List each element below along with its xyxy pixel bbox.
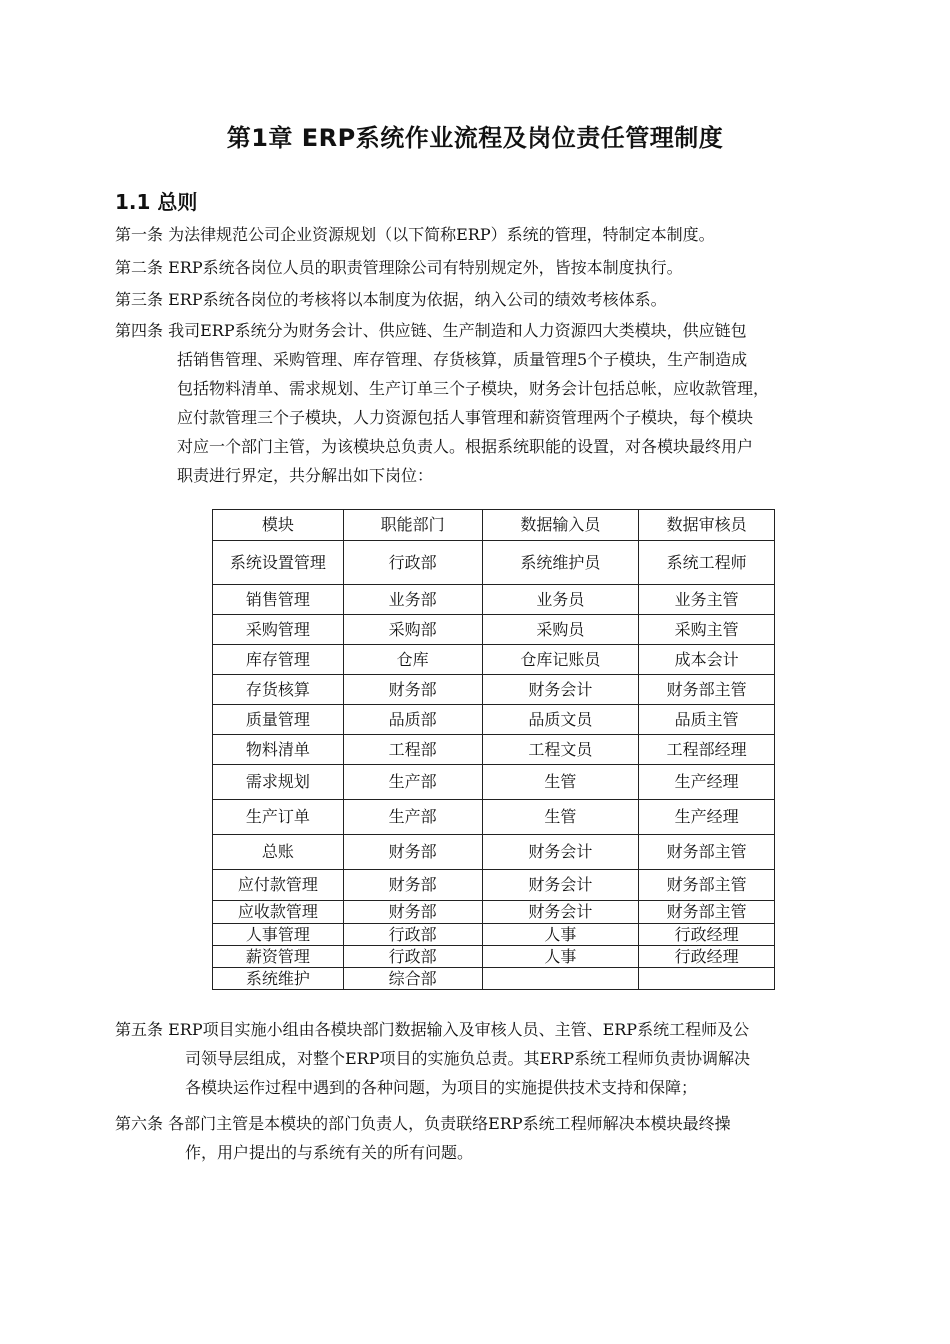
table-header-cell: 数据审核员 — [639, 510, 775, 541]
table-row — [213, 800, 775, 835]
table-cell: 财务部主管 — [639, 835, 775, 870]
article-4-line: 第四条 我司ERP系统分为财务会计、供应链、生产制造和人力资源四大类模块，供应链包 — [115, 321, 747, 340]
table-row — [213, 870, 775, 901]
table-row — [213, 615, 775, 645]
table-cell: 财务会计 — [482, 835, 639, 870]
table-cell: 生产经理 — [639, 800, 775, 835]
article-4-line: 括销售管理、采购管理、库存管理、存货核算，质量管理5个子模块，生产制造成 — [177, 350, 748, 369]
article-3 — [115, 285, 885, 314]
table-cell: 系统维护员 — [482, 541, 639, 585]
article-6-line: 第六条 各部门主管是本模块的部门负责人，负责联络ERP系统工程师解决本模块最终操 — [115, 1114, 731, 1133]
table-cell: 品质文员 — [482, 705, 639, 735]
table-cell: 行政经理 — [639, 924, 775, 946]
table-cell: 工程文员 — [482, 735, 639, 765]
table-cell — [482, 968, 639, 990]
table-cell: 财务部主管 — [639, 901, 775, 924]
table-cell: 采购部 — [343, 615, 482, 645]
table-cell: 质量管理 — [213, 705, 344, 735]
article-6-line: 作，用户提出的与系统有关的所有问题。 — [185, 1143, 474, 1162]
table-cell: 人事管理 — [213, 924, 344, 946]
table-row — [213, 835, 775, 870]
table-row — [213, 968, 775, 990]
table-cell: 人事 — [482, 924, 639, 946]
table-header-cell: 职能部门 — [343, 510, 482, 541]
table-cell: 品质主管 — [639, 705, 775, 735]
table-cell: 采购主管 — [639, 615, 775, 645]
table-cell: 财务会计 — [482, 901, 639, 924]
table-cell: 生管 — [482, 765, 639, 800]
article-2-text: 第二条 ERP系统各岗位人员的职责管理除公司有特别规定外，皆按本制度执行。 — [115, 258, 683, 277]
table-cell: 系统维护 — [213, 968, 344, 990]
table-cell: 财务会计 — [482, 870, 639, 901]
table-cell: 应付款管理 — [213, 870, 344, 901]
table-row — [213, 675, 775, 705]
table-cell: 行政部 — [343, 541, 482, 585]
table-cell: 生产经理 — [639, 765, 775, 800]
article-4-line: 职责进行界定，共分解出如下岗位： — [177, 466, 434, 485]
table-cell: 库存管理 — [213, 645, 344, 675]
table-header-cell: 模块 — [213, 510, 344, 541]
article-4-line: 对应一个部门主管，为该模块总负责人。根据系统职能的设置，对各模块最终用户 — [177, 437, 754, 456]
article-5-line: 第五条 ERP项目实施小组由各模块部门数据输入及审核人员、主管、ERP系统工程师及公 — [115, 1020, 750, 1039]
table-cell: 行政经理 — [639, 946, 775, 968]
article-2 — [115, 253, 885, 282]
table-cell: 财务部主管 — [639, 870, 775, 901]
table-cell: 业务主管 — [639, 585, 775, 615]
article-3-text: 第三条 ERP系统各岗位的考核将以本制度为依据，纳入公司的绩效考核体系。 — [115, 290, 667, 309]
table-header-row — [213, 510, 775, 541]
table-row — [213, 924, 775, 946]
table-cell: 薪资管理 — [213, 946, 344, 968]
table-cell: 财务会计 — [482, 675, 639, 705]
table-cell: 财务部 — [343, 675, 482, 705]
table-cell: 销售管理 — [213, 585, 344, 615]
chapter-title: 第1章 ERP系统作业流程及岗位责任管理制度 — [226, 124, 724, 152]
article-5-line: 司领导层组成，对整个ERP项目的实施负总责。其ERP系统工程师负责协调解决 — [185, 1049, 750, 1068]
table-cell: 成本会计 — [639, 645, 775, 675]
table-row — [213, 705, 775, 735]
table-cell: 采购管理 — [213, 615, 344, 645]
positions-table — [212, 509, 775, 990]
table-cell: 工程部经理 — [639, 735, 775, 765]
table-cell: 生产部 — [343, 800, 482, 835]
table-cell: 行政部 — [343, 946, 482, 968]
table-cell: 总账 — [213, 835, 344, 870]
section-heading: 1.1 总则 — [115, 190, 198, 214]
table-row — [213, 901, 775, 924]
table-cell: 应收款管理 — [213, 901, 344, 924]
table-cell: 系统设置管理 — [213, 541, 344, 585]
article-1-text: 第一条 为法律规范公司企业资源规划（以下简称ERP）系统的管理，特制定本制度。 — [115, 225, 715, 244]
table-cell: 综合部 — [343, 968, 482, 990]
table-cell: 业务员 — [482, 585, 639, 615]
table-row — [213, 946, 775, 968]
article-4-line: 应付款管理三个子模块，人力资源包括人事管理和薪资管理两个子模块，每个模块 — [177, 408, 754, 427]
table-row — [213, 735, 775, 765]
table-cell: 生产部 — [343, 765, 482, 800]
table-cell: 财务部 — [343, 870, 482, 901]
table-row — [213, 585, 775, 615]
table-cell — [639, 968, 775, 990]
table-cell: 仓库记账员 — [482, 645, 639, 675]
table-cell: 财务部 — [343, 835, 482, 870]
table-row — [213, 765, 775, 800]
article-5 — [115, 1015, 885, 1102]
table-cell: 存货核算 — [213, 675, 344, 705]
table-cell: 系统工程师 — [639, 541, 775, 585]
table-cell: 需求规划 — [213, 765, 344, 800]
table-cell: 品质部 — [343, 705, 482, 735]
table-cell: 行政部 — [343, 924, 482, 946]
table-row — [213, 541, 775, 585]
article-1 — [115, 220, 885, 249]
table-cell: 仓库 — [343, 645, 482, 675]
table-row — [213, 645, 775, 675]
table-cell: 财务部主管 — [639, 675, 775, 705]
table-cell: 人事 — [482, 946, 639, 968]
table-cell: 采购员 — [482, 615, 639, 645]
article-4 — [115, 316, 885, 490]
table-cell: 财务部 — [343, 901, 482, 924]
article-4-line: 包括物料清单、需求规划、生产订单三个子模块，财务会计包括总帐，应收款管理， — [177, 379, 770, 398]
table-cell: 生管 — [482, 800, 639, 835]
table-cell: 生产订单 — [213, 800, 344, 835]
article-5-line: 各模块运作过程中遇到的各种问题，为项目的实施提供技术支持和保障； — [185, 1078, 698, 1097]
table-cell: 工程部 — [343, 735, 482, 765]
table-cell: 物料清单 — [213, 735, 344, 765]
table-cell: 业务部 — [343, 585, 482, 615]
table-header-cell: 数据输入员 — [482, 510, 639, 541]
article-6 — [115, 1109, 885, 1167]
